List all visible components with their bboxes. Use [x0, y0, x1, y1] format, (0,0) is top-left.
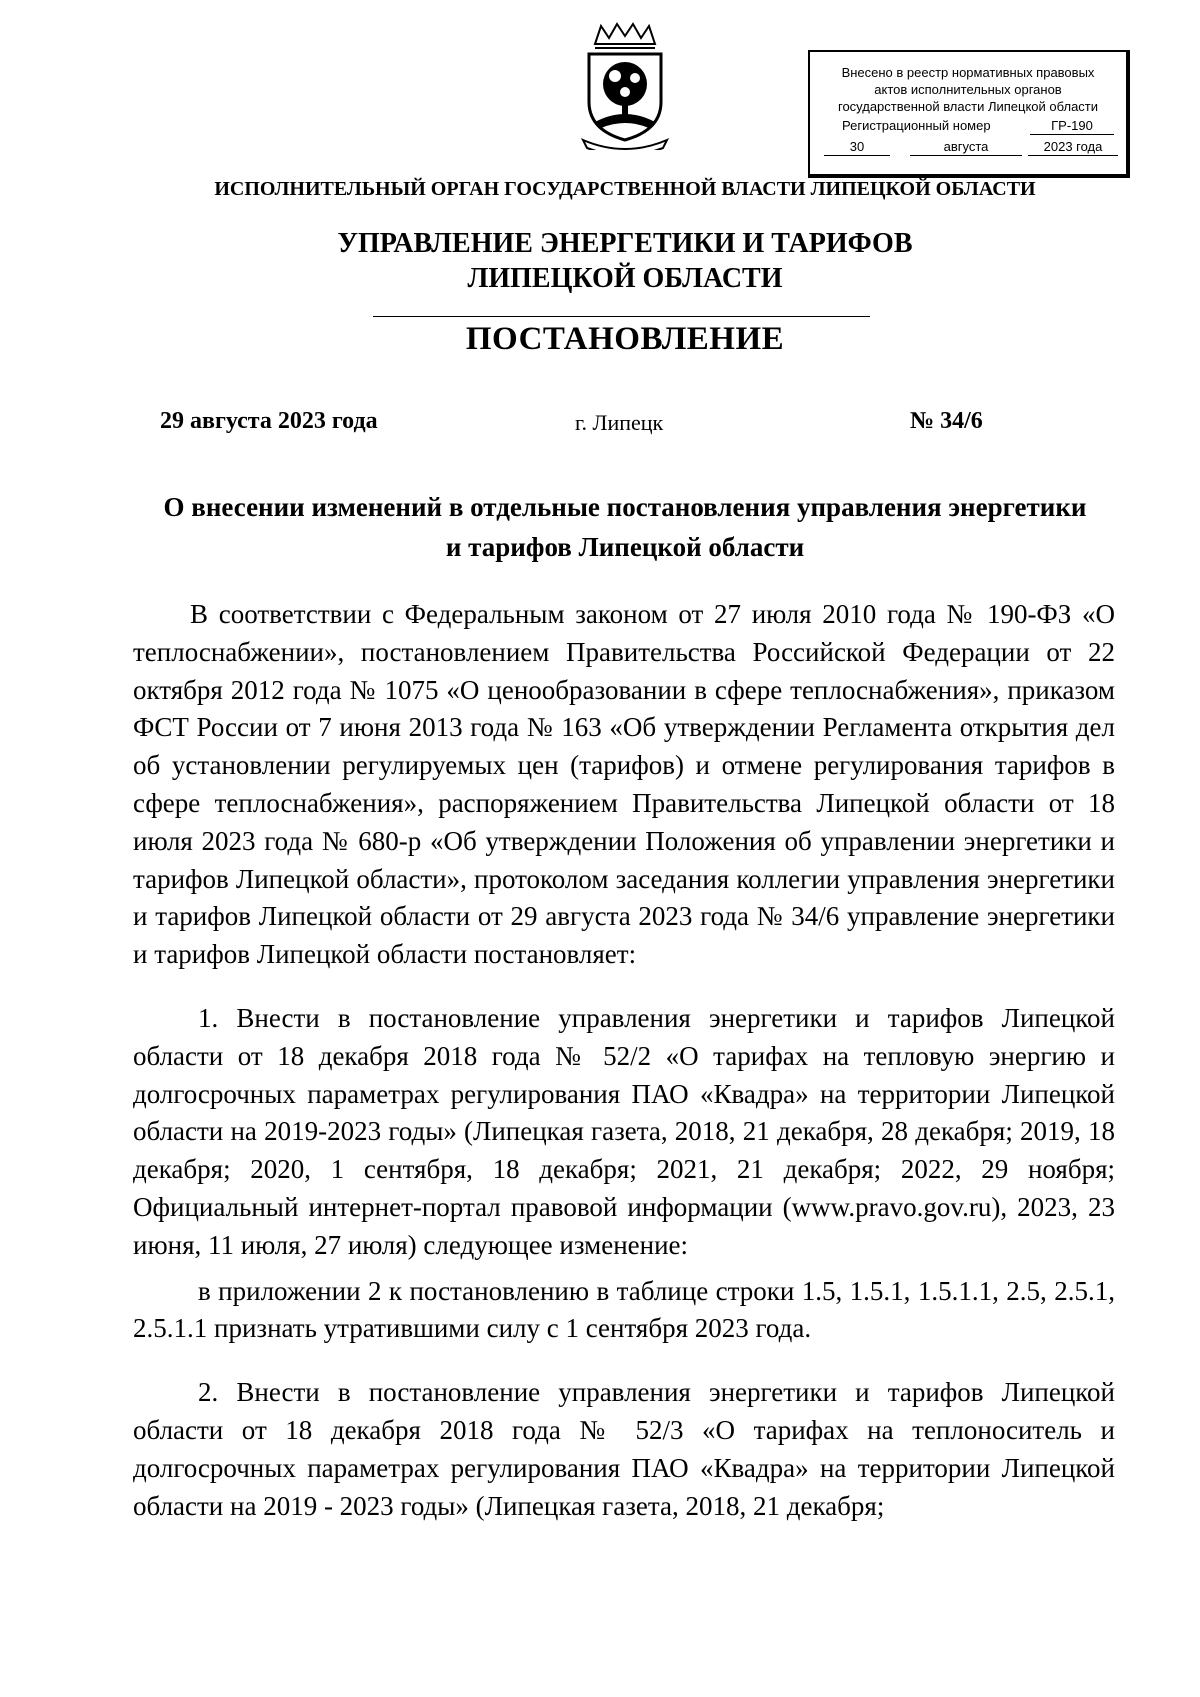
registry-stamp: [808, 50, 1130, 178]
document-title-line-1: О внесении изменений в отдельные постановления управления энергетики: [163, 492, 1087, 522]
stamp-date-row: [810, 138, 1126, 157]
stamp-date-month: августа: [910, 138, 1022, 156]
document-title-line-2: и тарифов Липецкой области: [445, 532, 805, 562]
item-1-paragraph: 1. Внести в постановление управления энергетики и тарифов Липецкой области от 18 декабря 2018 года № 52/2 «О тарифах на тепловую энергию и долгосрочных параметрах регулирования ПАО «Квадра» на территории Липецкой области на 2019-2023 годы» (Липецкая газета, 2018, 21 декабря, 28 декабря; 2019, 18 декабря; 2020, 1 сентября, 18 декабря; 2021, 21 декабря; 2022, 29 ноября; Официальный интернет-портал правовой информации (www.pravo.gov.ru), 2023, 23 июня, 11 июля, 27 июля) следующее изменение:: [133, 1002, 1115, 1260]
document-title: [130, 487, 1120, 567]
stamp-line-3: государственной власти Липецкой области: [837, 99, 1099, 114]
issuing-organization: ИСПОЛНИТЕЛЬНЫЙ ОРГАН ГОСУДАРСТВЕННОЙ ВЛАСТИ ЛИПЕЦКОЙ ОБЛАСТИ: [214, 178, 1036, 200]
stamp-registration-label: Регистрационный номер: [842, 118, 991, 133]
department-name-line-2: ЛИПЕЦКОЙ ОБЛАСТИ: [467, 263, 783, 294]
document-number: № 34/6: [910, 408, 983, 434]
header-divider: [373, 316, 870, 317]
stamp-registration-row: [810, 117, 1126, 136]
department-name-line-1: УПРАВЛЕНИЕ ЭНЕРГЕТИКИ И ТАРИФОВ: [337, 228, 913, 259]
department-name: [0, 226, 1200, 296]
item-1-change-paragraph: в приложении 2 к постановлению в таблице строки 1.5, 1.5.1, 1.5.1.1, 2.5, 2.5.1, 2.5.1.1 признать утратившими силу с 1 сентября 2023 года.: [133, 1275, 1115, 1344]
document-type: ПОСТАНОВЛЕНИЕ: [465, 321, 785, 357]
stamp-line-2: актов исполнительных органов: [874, 82, 1062, 97]
stamp-date-day: 30: [824, 138, 890, 156]
stamp-registration-number: ГР-190: [1030, 117, 1114, 135]
document-body: [133, 596, 1115, 1525]
item-2-paragraph: 2. Внести в постановление управления энергетики и тарифов Липецкой области от 18 декабря 2018 года № 52/3 «О тарифах на теплоноситель и долгосрочных параметрах регулирования ПАО «Квадра» на территории Липецкой области на 2019 - 2023 годы» (Липецкая газета, 2018, 21 декабря;: [133, 1377, 1115, 1521]
document-city: г. Липецк: [575, 410, 664, 435]
coat-of-arms-emblem: [577, 22, 673, 150]
stamp-line-1: Внесено в реестр нормативных правовых: [841, 65, 1095, 80]
preamble-paragraph: В соответствии с Федеральным законом от 27 июля 2010 года № 190-ФЗ «О теплоснабжении», постановлением Правительства Российской Федерации от 22 октября 2012 года № 1075 «О ценообразовании в сфере теплоснабжения», приказом ФСТ России от 7 июня 2013 года № 163 «Об утверждении Регламента открытия дел об установлении регулируемых цен (тарифов) и отмене регулирования тарифов в сфере теплоснабжения», распоряжением Правительства Липецкой области от 18 июля 2023 года № 680-р «Об утверждении Положения об управлении энергетики и тарифов Липецкой области», протоколом заседания коллегии управления энергетики и тарифов Липецкой области от 29 августа 2023 года № 34/6 управление энергетики и тарифов Липецкой области постановляет:: [133, 599, 1115, 970]
stamp-date-year: 2023 года: [1028, 138, 1118, 156]
document-date: 29 августа 2023 года: [160, 408, 378, 434]
